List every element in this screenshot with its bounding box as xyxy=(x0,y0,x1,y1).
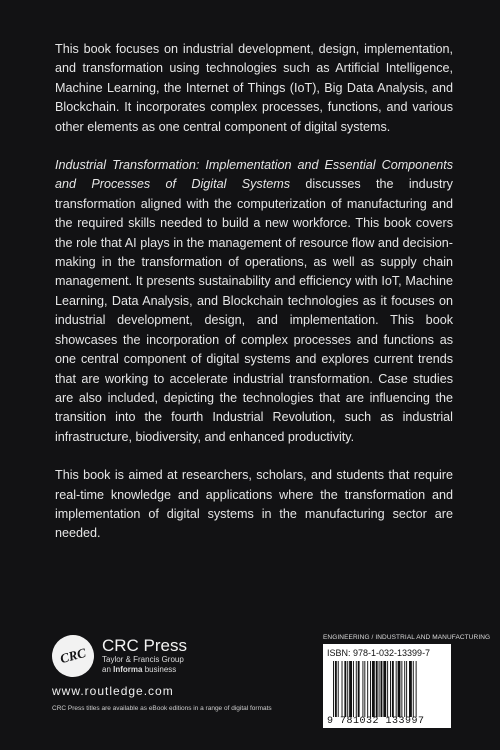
publisher-business xyxy=(102,665,187,675)
barcode-bar xyxy=(372,661,375,717)
barcode-bar xyxy=(383,661,386,717)
publisher-logo-text xyxy=(102,637,187,675)
barcode-bar xyxy=(409,661,412,717)
business-prefix: an xyxy=(102,665,114,674)
business-suffix: business xyxy=(142,665,177,674)
publisher-block xyxy=(52,635,302,712)
crc-logo-icon: CRC xyxy=(47,630,98,681)
barcode-bar xyxy=(398,661,401,717)
paragraph-audience: This book is aimed at researchers, scholars, and students that require real-time knowledge and applications where the transformation and implementation of digital systems in the manufacturing sector are needed. xyxy=(55,468,453,541)
barcode-bar xyxy=(362,661,363,717)
barcode-bar xyxy=(370,661,371,717)
barcode-bar xyxy=(338,661,339,717)
barcode-bar xyxy=(387,661,388,717)
barcode-bar xyxy=(358,661,360,717)
paragraph-details xyxy=(55,156,453,447)
paragraph-overview: This book focuses on industrial development, design, implementation, and transformation using technologies such as Artificial Intelligence, Machine Learning, the Internet of Things (IoT), Big Data Analysis, and Blockchain. It incorporates complex processes, functions, and various other elements as one central component of digital systems. xyxy=(55,42,453,134)
barcode-bars xyxy=(327,661,447,717)
publisher-logo xyxy=(52,635,302,677)
barcode-bar xyxy=(347,661,348,717)
publisher-name: CRC Press xyxy=(102,636,188,655)
barcode-bar xyxy=(367,661,368,717)
barcode-bar xyxy=(379,661,380,717)
barcode-bar xyxy=(416,661,417,717)
barcode-bar xyxy=(413,661,414,717)
barcode-bar xyxy=(396,661,397,717)
barcode-bar xyxy=(381,661,383,717)
barcode-bar xyxy=(335,661,337,717)
business-name: Informa xyxy=(113,665,143,674)
barcode-bar xyxy=(349,661,352,717)
barcode-bar xyxy=(390,661,391,717)
barcode-bar xyxy=(401,661,402,717)
barcode-bar xyxy=(392,661,394,717)
barcode-bar xyxy=(344,661,346,717)
paragraph-details-body: discusses the industry transformation aligned with the computerization of manufacturing and the required skills needed to build a new workforce. This book covers the role that AI plays in the management of resource flow and decision-making in the transformation of operations, as well as supply chain management. It presents sustainability and efficiency with IoT, Machine Learning, Data Analysis, and Blockchain technologies as it focuses on industrial development, design, and implementation. This book showcases the incorporation of complex processes and functions as one central component of digital systems and explores current trends that are working to accelerate industrial transformation. Case studies are also included, depicting the technologies that are influencing the transition into the fourth Industrial Revolution, such as industrial infrastructure, biodiversity, and enhanced productivity. xyxy=(55,177,453,444)
barcode-bar xyxy=(353,661,354,717)
barcode-digits: 9 781032 133997 xyxy=(327,716,425,727)
publisher-group: Taylor & Francis Group xyxy=(102,655,184,664)
book-title-italic: Industrial Transformation: Implementation and Essential Components and Processes of Digital Systems xyxy=(55,158,453,192)
isbn-barcode-block xyxy=(323,634,491,728)
back-cover-description xyxy=(55,40,453,563)
barcode-bar xyxy=(364,661,365,717)
barcode-bar xyxy=(404,661,405,717)
barcode-box xyxy=(323,644,451,728)
publisher-website[interactable]: www.routledge.com xyxy=(52,684,174,698)
subject-category: ENGINEERING / INDUSTRIAL AND MANUFACTURING xyxy=(323,634,491,641)
barcode-bar xyxy=(406,661,407,717)
barcode-bar xyxy=(333,661,334,717)
barcode-bar xyxy=(356,661,357,717)
ebook-editions-note: CRC Press titles are available as eBook editions in a range of digital formats xyxy=(52,705,272,712)
barcode-bar xyxy=(342,661,343,717)
barcode-bar xyxy=(376,661,378,717)
isbn-number: ISBN: 978-1-032-13399-7 xyxy=(327,648,431,658)
